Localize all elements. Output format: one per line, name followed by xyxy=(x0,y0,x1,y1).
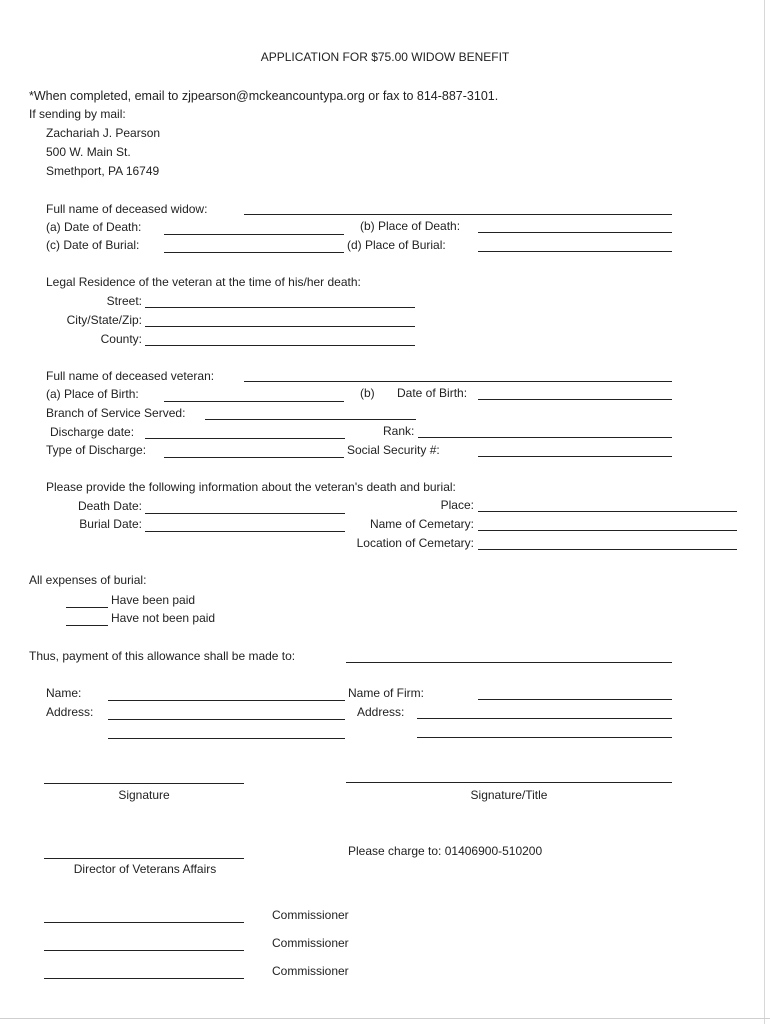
burial-date-line[interactable] xyxy=(145,531,345,532)
residence-street-line[interactable] xyxy=(145,307,415,308)
payee-name-label: Name: xyxy=(46,686,82,700)
scan-edge-right xyxy=(764,0,765,1024)
burial-date-label: Burial Date: xyxy=(79,517,142,531)
charge-to-text: Please charge to: 01406900-510200 xyxy=(348,844,543,858)
veteran-name-line[interactable] xyxy=(244,381,672,382)
commissioner-label-2: Commissioner xyxy=(272,936,349,950)
cemetery-name-label: Name of Cemetary: xyxy=(369,517,474,531)
commissioner-line-2[interactable] xyxy=(44,950,244,951)
commissioner-label-1: Commissioner xyxy=(272,908,349,922)
rank-label: Rank: xyxy=(383,424,415,438)
payment-line[interactable] xyxy=(346,662,672,663)
payment-heading: Thus, payment of this allowance shall be made to: xyxy=(29,649,296,663)
expenses-heading: All expenses of burial: xyxy=(29,573,147,587)
signature-label: Signature xyxy=(118,788,170,802)
widow-name-line[interactable] xyxy=(244,214,672,215)
mail-street: 500 W. Main St. xyxy=(46,145,131,159)
place-line[interactable] xyxy=(478,511,737,512)
paid-label: Have been paid xyxy=(111,593,196,607)
place-of-burial-label: (d) Place of Burial: xyxy=(347,238,446,252)
signature-line[interactable] xyxy=(44,783,244,784)
place-of-death-label: (b) Place of Death: xyxy=(360,219,461,233)
firm-address-line-1[interactable] xyxy=(417,718,672,719)
paid-check-line[interactable] xyxy=(66,607,108,608)
firm-name-line[interactable] xyxy=(478,699,672,700)
not-paid-label: Have not been paid xyxy=(111,611,216,625)
email-instruction: *When completed, email to zjpearson@mckeancountypa.org or fax to 814-887-3101. xyxy=(29,89,499,103)
firm-address-label: Address: xyxy=(357,705,405,719)
scan-edge-bottom xyxy=(0,1018,770,1019)
veteran-name-label: Full name of deceased veteran: xyxy=(46,369,215,383)
place-of-birth-line[interactable] xyxy=(164,401,344,402)
not-paid-check-line[interactable] xyxy=(66,625,108,626)
mail-name: Zachariah J. Pearson xyxy=(46,126,161,140)
director-signature-line[interactable] xyxy=(44,858,244,859)
cemetery-name-line[interactable] xyxy=(478,530,737,531)
cemetery-location-label: Location of Cemetary: xyxy=(356,536,474,550)
residence-county-label: County: xyxy=(100,332,142,346)
ssn-label: Social Security #: xyxy=(347,443,440,457)
mail-intro: If sending by mail: xyxy=(29,107,126,121)
place-of-burial-line[interactable] xyxy=(478,251,672,252)
branch-label: Branch of Service Served: xyxy=(46,406,186,420)
date-of-burial-label: (c) Date of Burial: xyxy=(46,238,140,252)
widow-name-label: Full name of deceased widow: xyxy=(46,202,208,216)
firm-address-line-2[interactable] xyxy=(417,737,672,738)
date-of-burial-line[interactable] xyxy=(164,252,344,253)
place-of-birth-label: (a) Place of Birth: xyxy=(46,387,139,401)
discharge-type-label: Type of Discharge: xyxy=(46,443,147,457)
form-title: APPLICATION FOR $75.00 WIDOW BENEFIT xyxy=(260,50,510,64)
date-of-birth-line[interactable] xyxy=(478,399,672,400)
discharge-type-line[interactable] xyxy=(164,457,344,458)
death-date-label: Death Date: xyxy=(77,499,142,513)
residence-heading: Legal Residence of the veteran at the time of his/her death: xyxy=(46,275,361,289)
payee-address-line-2[interactable] xyxy=(108,738,345,739)
firm-name-label: Name of Firm: xyxy=(348,686,425,700)
commissioner-line-3[interactable] xyxy=(44,978,244,979)
ssn-line[interactable] xyxy=(478,456,672,457)
death-burial-heading: Please provide the following information about the veteran's death and burial: xyxy=(46,480,456,494)
payee-address-label: Address: xyxy=(46,705,94,719)
commissioner-label-3: Commissioner xyxy=(272,964,349,978)
date-of-death-label: (a) Date of Death: xyxy=(46,220,142,234)
place-of-death-line[interactable] xyxy=(478,232,672,233)
date-of-birth-label: Date of Birth: xyxy=(397,386,468,400)
place-label: Place: xyxy=(440,498,474,512)
commissioner-line-1[interactable] xyxy=(44,922,244,923)
director-label: Director of Veterans Affairs xyxy=(73,862,217,876)
discharge-date-line[interactable] xyxy=(145,438,345,439)
payee-address-line-1[interactable] xyxy=(108,719,345,720)
residence-city-label: City/State/Zip: xyxy=(66,313,142,327)
branch-line[interactable] xyxy=(205,419,416,420)
rank-line[interactable] xyxy=(418,437,672,438)
residence-street-label: Street: xyxy=(106,294,142,308)
discharge-date-label: Discharge date: xyxy=(50,425,135,439)
date-of-death-line[interactable] xyxy=(164,234,344,235)
date-of-birth-marker: (b) xyxy=(360,386,375,400)
mail-city: Smethport, PA 16749 xyxy=(46,164,160,178)
residence-city-line[interactable] xyxy=(145,326,415,327)
signature-title-label: Signature/Title xyxy=(470,788,548,802)
residence-county-line[interactable] xyxy=(145,345,415,346)
death-date-line[interactable] xyxy=(145,513,345,514)
cemetery-location-line[interactable] xyxy=(478,549,737,550)
payee-name-line[interactable] xyxy=(108,700,345,701)
signature-title-line[interactable] xyxy=(346,782,672,783)
